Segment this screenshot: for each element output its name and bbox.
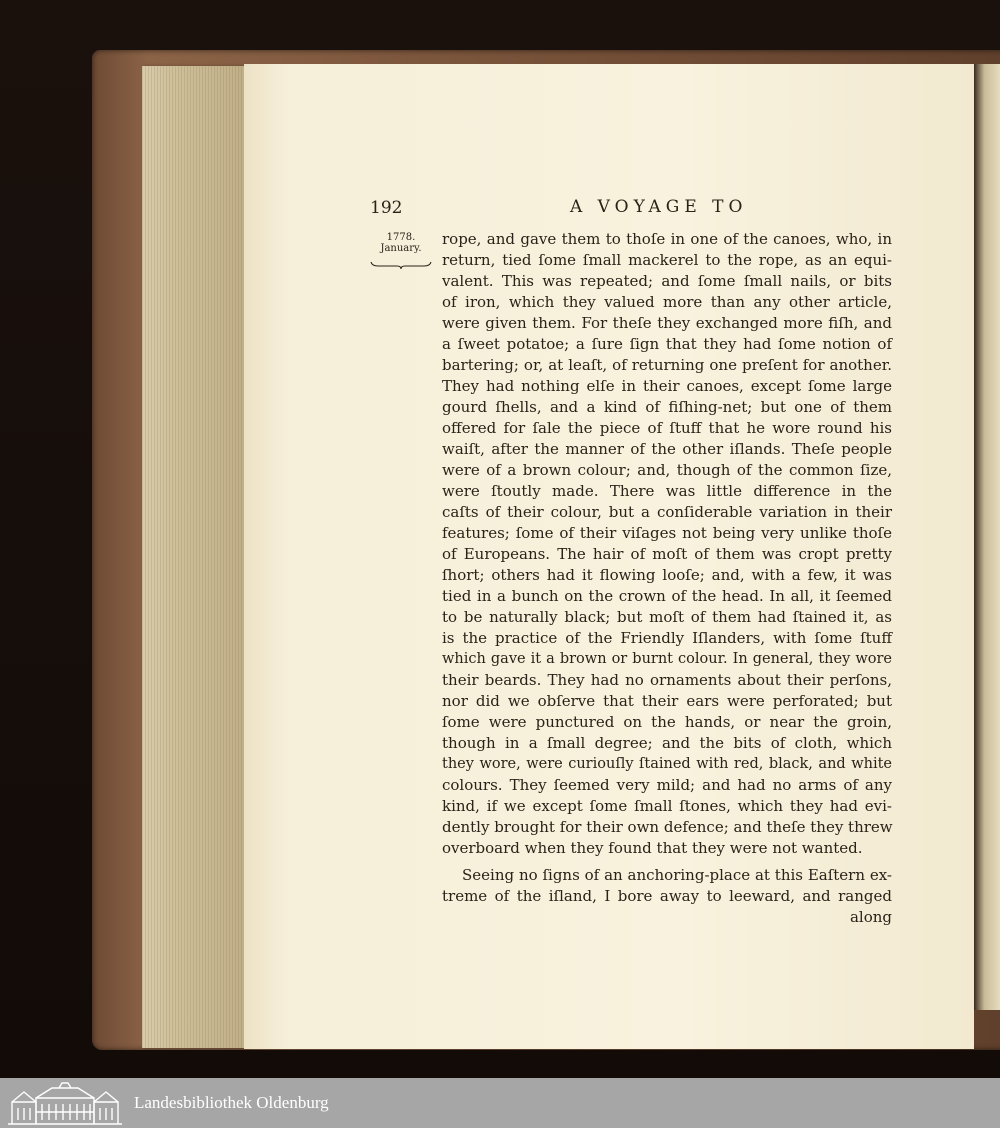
text-line: were ſtoutly made. There was little difference in the bbox=[442, 482, 892, 500]
text-line: features; ſome of their viſages not being very unlike thoſe bbox=[442, 524, 892, 542]
margin-year: 1778. bbox=[386, 232, 416, 243]
page-gutter bbox=[974, 64, 1000, 1010]
text-line: waiſt, after the manner of the other iſlands. Theſe people bbox=[442, 440, 892, 458]
text-line: were of a brown colour; and, though of the common ſize, bbox=[442, 461, 892, 479]
text-line: though in a ſmall degree; and the bits of cloth, which bbox=[442, 734, 892, 752]
text-line: ſhort; others had it flowing looſe; and, with a few, it was bbox=[442, 566, 892, 584]
text-line: is the practice of the Friendly Iſlanders, with ſome ſtuff bbox=[442, 629, 892, 647]
text-line: which gave it a brown or burnt colour. In general, they wore bbox=[442, 651, 892, 667]
margin-month: January. bbox=[380, 243, 422, 254]
text-line: of iron, which they valued more than any other article, bbox=[442, 293, 892, 311]
page-number: 192 bbox=[370, 198, 403, 218]
page-fore-edge bbox=[142, 66, 246, 1048]
text-line: a ſweet potatoe; a ſure ſign that they had ſome notion of bbox=[442, 335, 892, 353]
text-line: colours. They ſeemed very mild; and had no arms of any bbox=[442, 776, 892, 794]
catchword: along bbox=[849, 908, 892, 926]
text-line: their beards. They had no ornaments about their perſons, bbox=[442, 671, 892, 689]
running-head: A VOYAGE TO bbox=[570, 197, 748, 217]
text-line: return, tied ſome ſmall mackerel to the rope, as an equi- bbox=[442, 251, 892, 269]
paragraph-1 bbox=[442, 229, 892, 859]
text-line: rope, and gave them to thoſe in one of the canoes, who, in bbox=[442, 230, 892, 248]
text-line: to be naturally black; but moſt of them had ſtained it, as bbox=[442, 608, 892, 626]
text-line: treme of the iſland, I bore away to leeward, and ranged bbox=[442, 887, 892, 905]
text-line: valent. This was repeated; and ſome ſmall nails, or bits bbox=[442, 272, 892, 290]
margin-brace-icon bbox=[370, 261, 432, 269]
library-name: Landesbibliothek Oldenburg bbox=[134, 1093, 329, 1112]
text-line: bartering; or, at leaſt, of returning one preſent for another. bbox=[442, 356, 892, 374]
text-line: dently brought for their own defence; and theſe they threw bbox=[442, 818, 893, 836]
text-line: kind, if we except ſome ſmall ſtones, which they had evi- bbox=[442, 797, 892, 815]
margin-date-note bbox=[368, 232, 434, 273]
text-line: overboard when they found that they were not wanted. bbox=[442, 839, 863, 857]
paragraph-2 bbox=[442, 865, 892, 907]
text-line: of Europeans. The hair of moſt of them was cropt pretty bbox=[442, 545, 892, 563]
text-line: Seeing no ſigns of an anchoring-place at this Eaſtern ex- bbox=[462, 866, 892, 884]
text-line: offered for ſale the piece of ſtuff that he wore round his bbox=[442, 419, 892, 437]
text-line: gourd ſhells, and a kind of fiſhing-net; but one of them bbox=[442, 398, 892, 416]
body-text bbox=[442, 229, 892, 928]
text-line: they wore, were curiouſly ſtained with red, black, and white bbox=[442, 756, 892, 772]
library-building-logo-icon bbox=[6, 1082, 124, 1126]
text-line: caſts of their colour, but a conſiderable variation in their bbox=[442, 503, 892, 521]
text-line: tied in a bunch on the crown of the head. In all, it ſeemed bbox=[442, 587, 892, 605]
text-line: were given them. For theſe they exchanged more fiſh, and bbox=[442, 314, 892, 332]
text-line: They had nothing elſe in their canoes, except ſome large bbox=[442, 377, 892, 395]
text-line: nor did we obſerve that their ears were perforated; but bbox=[442, 692, 892, 710]
text-line: ſome were punctured on the hands, or near the groin, bbox=[442, 713, 892, 731]
